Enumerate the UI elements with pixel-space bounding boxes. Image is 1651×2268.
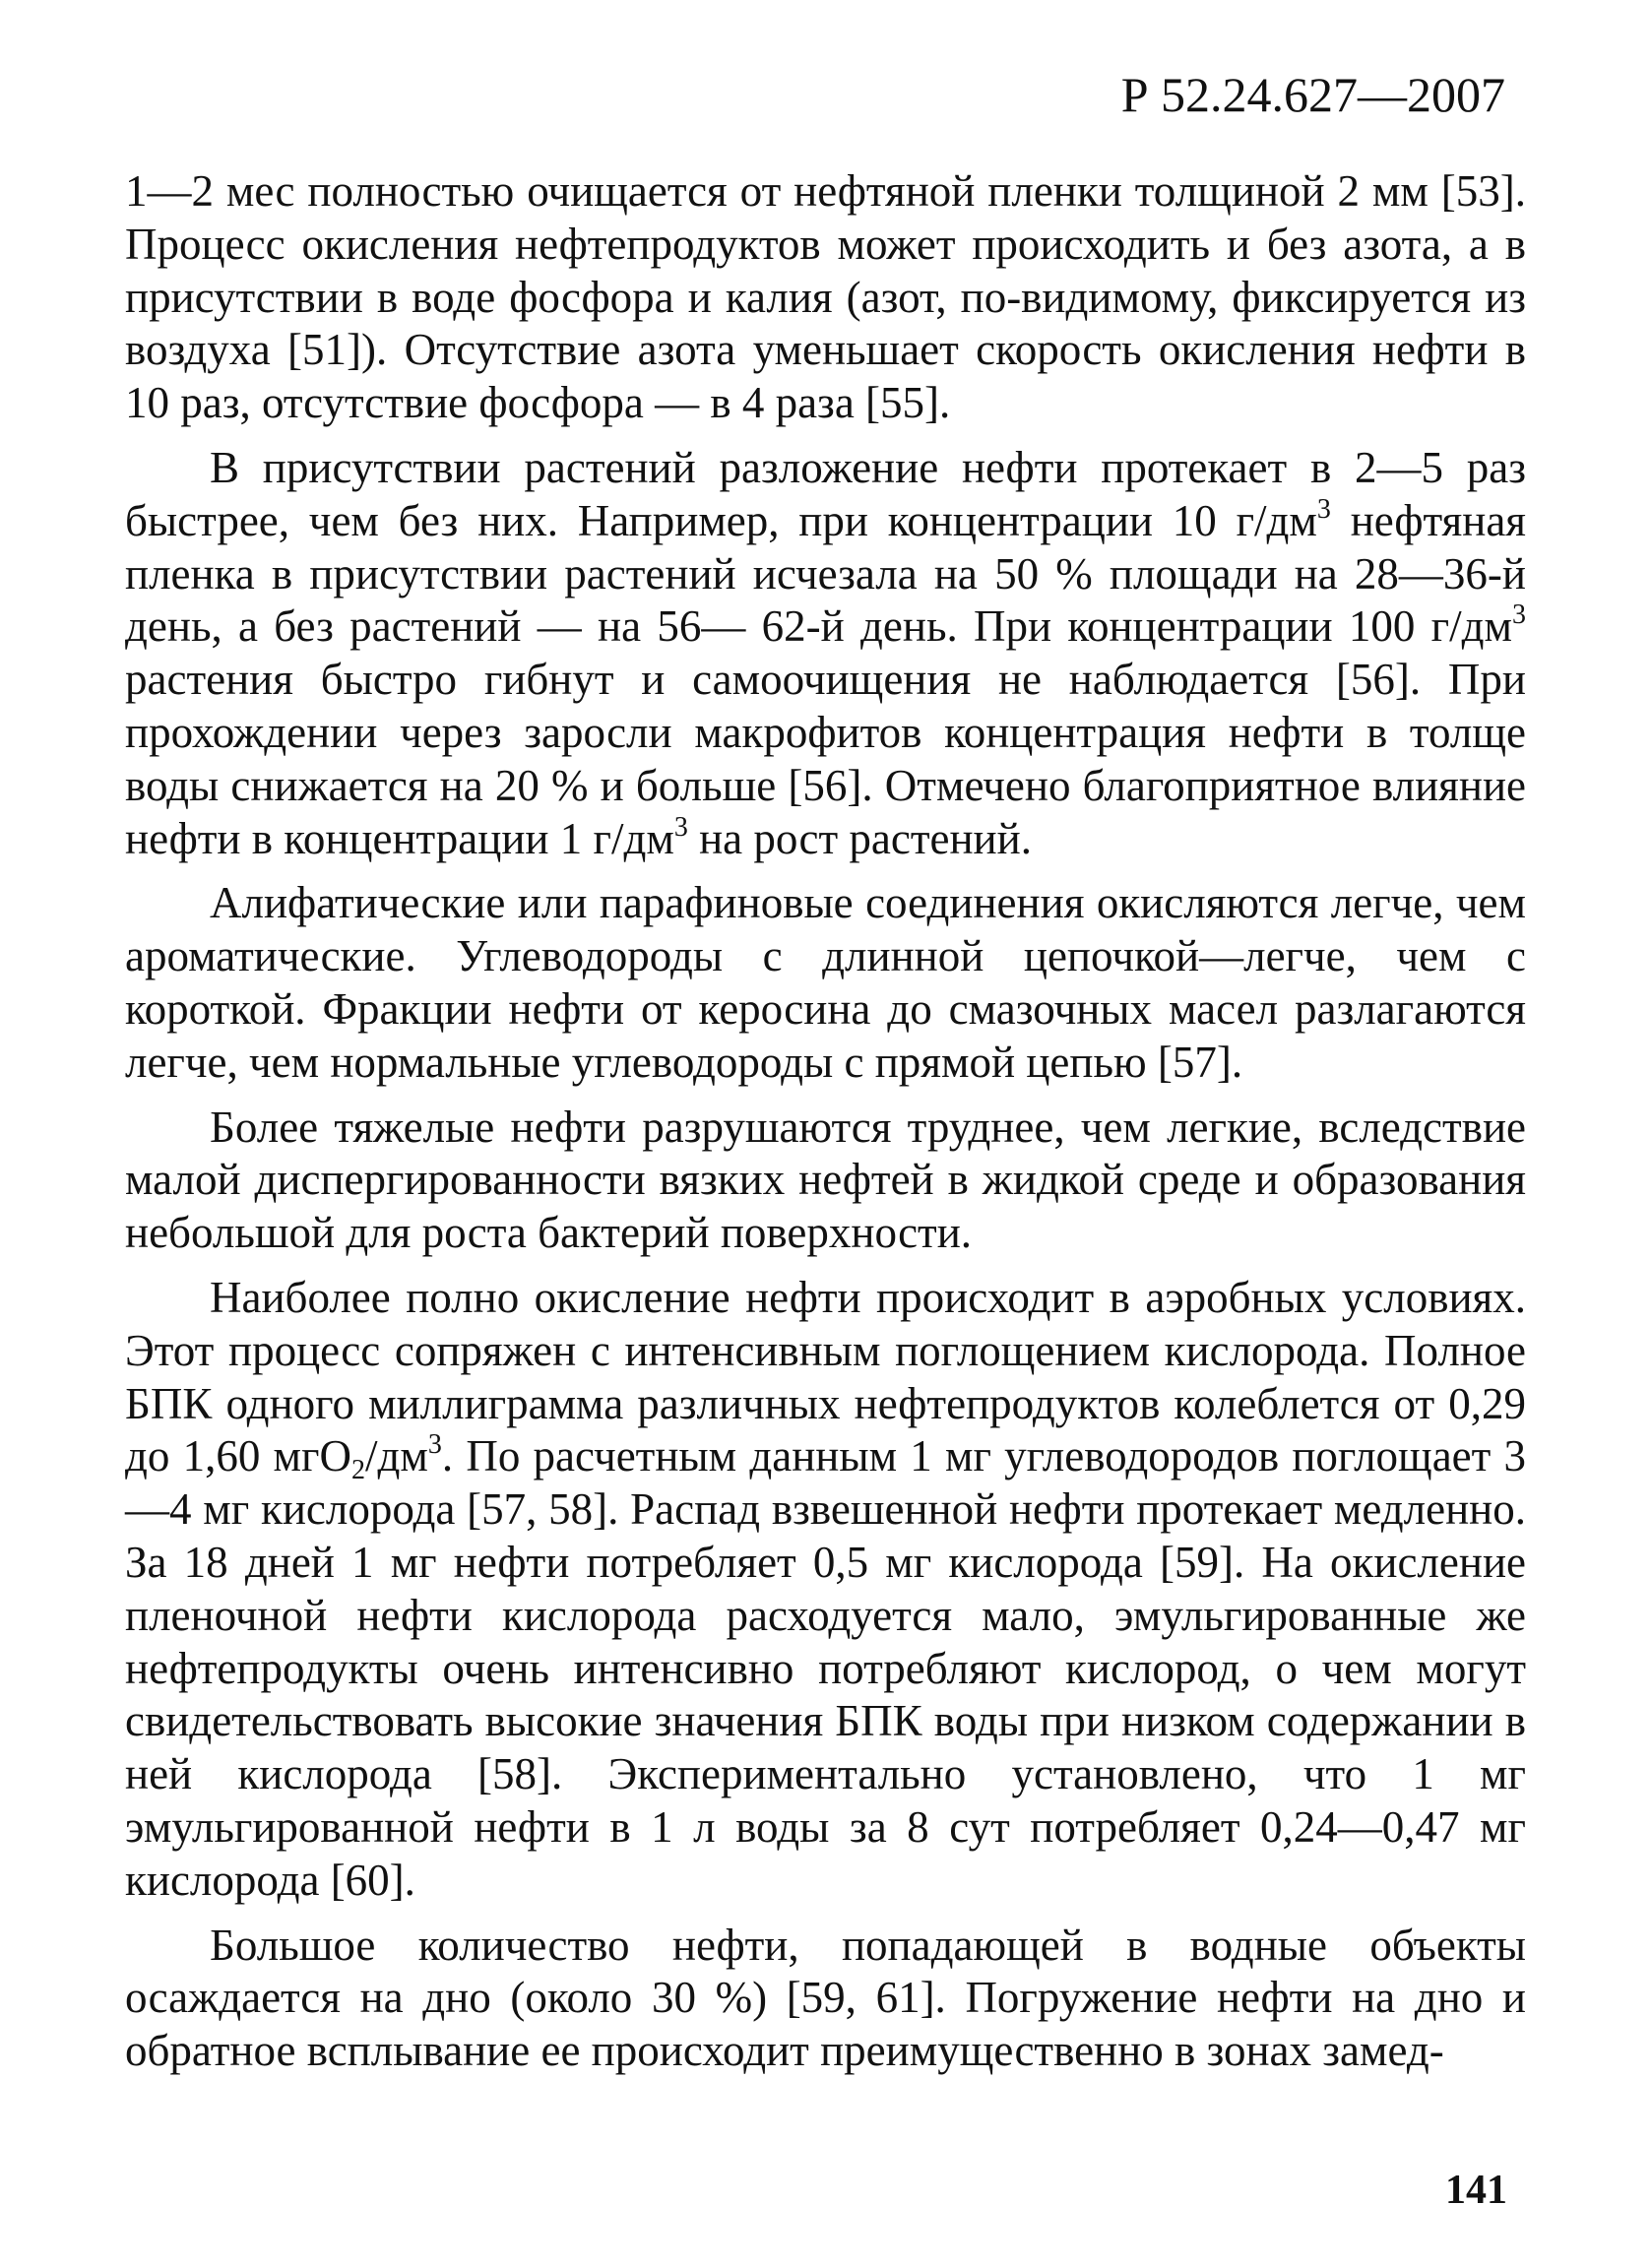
superscript-cubed: 3	[1316, 493, 1331, 525]
paragraph-2-part-c: растения быстро гибнут и самоочищения не наблюдается [56]. При прохождении через заросли макрофитов концентрация нефти в толще воды снижается на 20 % и больше [56]. Отмечено благоприятное влияние нефти в концентрации 1 г/дм	[125, 655, 1526, 863]
paragraph-5-part-a: Наиболее полно окисление нефти происходит в аэробных условиях. Этот процесс сопряжен с интенсивным поглощением кислорода. Полное БПК одного миллиграмма различных нефтепродуктов колеблется от 0,29 до 1,60 мгО	[125, 1272, 1526, 1481]
paragraph-5	[125, 1272, 1526, 1908]
superscript-cubed: 3	[427, 1429, 442, 1461]
paragraph-5-part-c: . По расчетным данным 1 мг углеводородов поглощает 3—4 мг кислорода [57, 58]. Распад взвешенной нефти протекает медленно. За 18 дней 1 мг нефти потребляет 0,5 мг кислорода [59]. На окисление пленочной нефти кислорода расходуется мало, эмульгированные же нефтепродукты очень интенсивно потребляют кислород, о чем могут свидетельствовать высокие значения БПК воды при низком содержании в ней кислорода [58]. Экспериментально установлено, что 1 мг эмульгированной нефти в 1 л воды за 8 сут потребляет 0,24—0,47 мг кислорода [60].	[125, 1431, 1527, 1905]
paragraph-4: Более тяжелые нефти разрушаются труднее, чем легкие, вследствие малой диспергированности вязких нефтей в жидкой среде и образования небольшой для роста бактерий поверхности.	[125, 1102, 1526, 1258]
page-number: 141	[1445, 2168, 1507, 2213]
paragraph-2-part-d: на рост растений.	[687, 813, 1032, 863]
paragraph-2-part-b: нефтяная пленка в присутствии растений исчезала на 50 % площади на 28—36-й день, а без растений — на 56— 62-й день. При концентрации 100 г/дм	[125, 495, 1526, 652]
paragraph-2	[125, 442, 1526, 865]
superscript-cubed: 3	[1512, 599, 1526, 631]
document-code-header: Р 52.24.627—2007	[1120, 67, 1505, 122]
paragraph-2-part-a: В присутствии растений разложение нефти протекает в 2—5 раз быстрее, чем без них. Например, при концентрации 10 г/дм	[125, 442, 1526, 545]
paragraph-6: Большое количество нефти, попадающей в водные объекты осаждается на дно (около 30 %) [59, 61]. Погружение нефти на дно и обратное всплывание ее происходит преимущественно в зонах замед-	[125, 1920, 1526, 2076]
paragraph-1: 1—2 мес полностью очищается от нефтяной пленки толщиной 2 мм [53]. Процесс окисления нефтепродуктов может происходить и без азота, а в присутствии в воде фосфора и калия (азот, по-видимому, фиксируется из воздуха [51]). Отсутствие азота уменьшает скорость окисления нефти в 10 раз, отсутствие фосфора — в 4 раза [55].	[125, 166, 1526, 428]
superscript-cubed: 3	[673, 811, 688, 843]
body-text	[125, 165, 1526, 2090]
paragraph-3: Алифатические или парафиновые соединения окисляются легче, чем ароматические. Углеводороды с длинной цепочкой—легче, чем с короткой. Фракции нефти от керосина до смазочных масел разлагаются легче, чем нормальные углеводороды с прямой цепью [57].	[125, 878, 1526, 1087]
subscript-two: 2	[351, 1455, 365, 1486]
paragraph-5-part-b: /дм	[365, 1431, 428, 1481]
